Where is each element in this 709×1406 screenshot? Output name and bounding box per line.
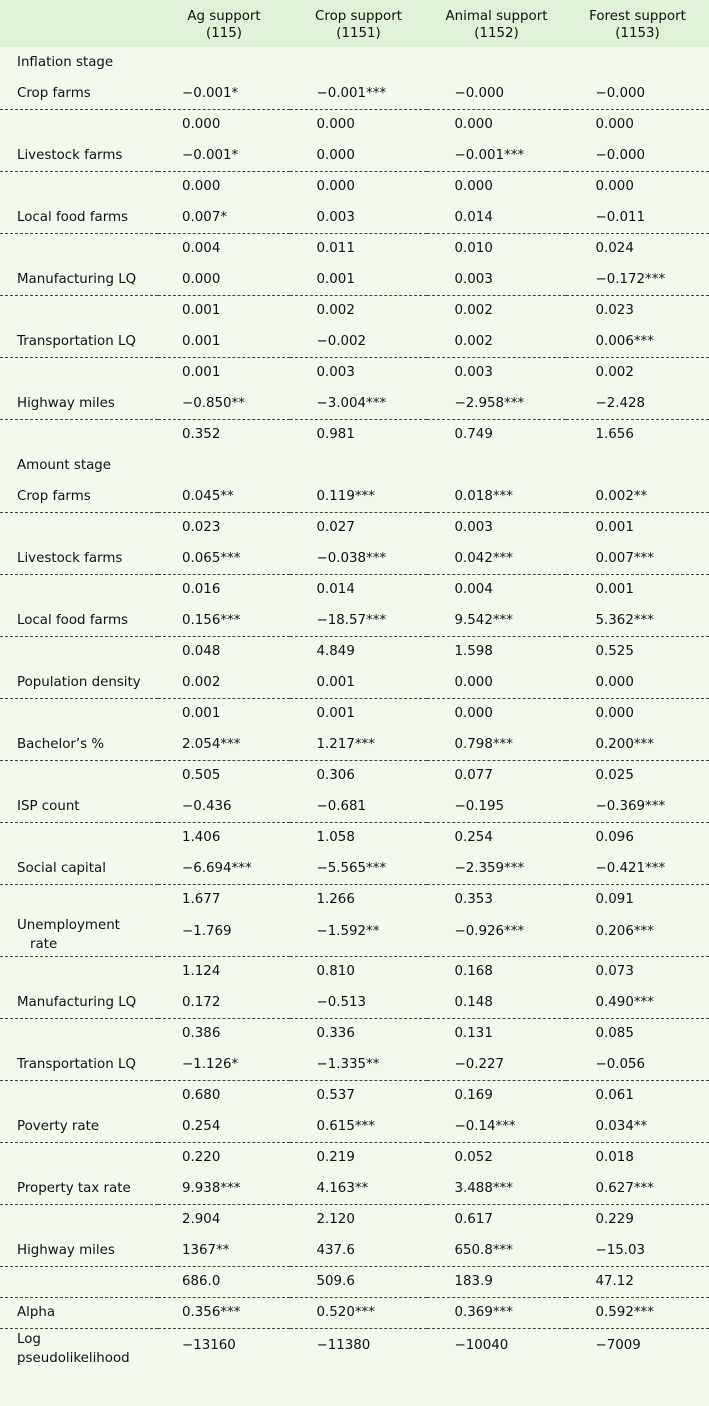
variable-label: Livestock farms bbox=[17, 550, 123, 566]
std-error-cell: 0.001 bbox=[158, 357, 290, 388]
estimate-cell: 3.488*** bbox=[454, 1180, 513, 1196]
std-error-cell: 0.077 bbox=[427, 760, 566, 791]
loglik-row bbox=[0, 1328, 709, 1369]
std-error-cell: 0.023 bbox=[158, 512, 290, 543]
estimate-cell: 0.798*** bbox=[454, 736, 513, 752]
estimate-cell: 0.254 bbox=[182, 1118, 221, 1134]
se-row bbox=[0, 1080, 709, 1111]
estimate-cell: −0.001*** bbox=[316, 85, 387, 101]
se-label-blank bbox=[0, 1080, 158, 1111]
std-error-cell: 0.229 bbox=[566, 1204, 709, 1235]
std-error-cell: 0.505 bbox=[158, 760, 290, 791]
estimate-cell: −0.227 bbox=[454, 1056, 505, 1072]
std-error-cell: 0.001 bbox=[566, 512, 709, 543]
estimate-cell: −0.681 bbox=[316, 798, 367, 814]
std-error-cell: 0.386 bbox=[158, 1018, 290, 1049]
header-crop-support: Crop support (1151) bbox=[315, 9, 402, 41]
std-error-cell: 0.003 bbox=[290, 357, 427, 388]
estimate-cell: 0.156*** bbox=[182, 612, 241, 628]
se-row bbox=[0, 295, 709, 326]
variable-label: Local food farms bbox=[17, 209, 129, 225]
estimate-cell: −0.001* bbox=[182, 85, 239, 101]
estimate-cell: 9.938*** bbox=[182, 1180, 241, 1196]
std-error-cell: 0.003 bbox=[427, 357, 566, 388]
se-row bbox=[0, 1018, 709, 1049]
se-label-blank bbox=[0, 109, 158, 140]
coef-row bbox=[0, 202, 709, 233]
estimate-cell: 9.542*** bbox=[454, 612, 513, 628]
variable-label: Population density bbox=[17, 674, 141, 690]
std-error-cell: 0.352 bbox=[158, 419, 290, 450]
std-error-cell: 0.014 bbox=[290, 574, 427, 605]
variable-label: Local food farms bbox=[17, 612, 129, 628]
estimate-cell: −1.592** bbox=[316, 924, 380, 939]
coef-row bbox=[0, 326, 709, 357]
std-error-cell: 0.002 bbox=[290, 295, 427, 326]
estimate-cell: 0.000 bbox=[316, 147, 355, 163]
estimate-cell: −0.000 bbox=[595, 85, 646, 101]
stage-title: Amount stage bbox=[17, 458, 112, 473]
estimate-cell: −18.57*** bbox=[316, 612, 387, 628]
se-label-blank bbox=[0, 636, 158, 667]
std-error-cell: 0.002 bbox=[566, 357, 709, 388]
std-error-cell: 0.003 bbox=[427, 512, 566, 543]
std-error-cell: 0.000 bbox=[566, 171, 709, 202]
std-error-cell: 2.904 bbox=[158, 1204, 290, 1235]
coef-row bbox=[0, 667, 709, 698]
coef-row bbox=[0, 264, 709, 295]
se-label-blank bbox=[0, 698, 158, 729]
std-error-cell: 0.131 bbox=[427, 1018, 566, 1049]
se-label-blank bbox=[0, 1018, 158, 1049]
std-error-cell: 0.000 bbox=[290, 171, 427, 202]
std-error-cell: 1.677 bbox=[158, 884, 290, 915]
std-error-cell: 0.680 bbox=[158, 1080, 290, 1111]
std-error-cell: 0.010 bbox=[427, 233, 566, 264]
estimate-cell: −3.004*** bbox=[316, 395, 387, 411]
estimate-cell: 1367** bbox=[182, 1242, 230, 1258]
estimate-cell: 0.007* bbox=[182, 209, 228, 225]
std-error-cell: 0.011 bbox=[290, 233, 427, 264]
estimate-cell: 0.001 bbox=[316, 271, 355, 287]
std-error-cell: 0.981 bbox=[290, 419, 427, 450]
estimate-cell: −0.000 bbox=[454, 85, 505, 101]
se-label-blank bbox=[0, 295, 158, 326]
se-row bbox=[0, 884, 709, 915]
coef-row bbox=[0, 140, 709, 171]
std-error-cell: 0.000 bbox=[566, 698, 709, 729]
header-animal-support: Animal support (1152) bbox=[445, 9, 548, 41]
header-forest-support: Forest support (1153) bbox=[589, 9, 686, 41]
header-blank bbox=[0, 0, 158, 47]
se-row bbox=[0, 636, 709, 667]
alpha-label: Alpha bbox=[0, 1297, 158, 1328]
std-error-cell: 0.525 bbox=[566, 636, 709, 667]
variable-label: Property tax rate bbox=[17, 1180, 131, 1196]
std-error-cell: 0.016 bbox=[158, 574, 290, 605]
std-error-cell: 0.000 bbox=[158, 171, 290, 202]
estimate-cell: −1.335** bbox=[316, 1056, 380, 1072]
se-row bbox=[0, 512, 709, 543]
std-error-cell: 0.306 bbox=[290, 760, 427, 791]
std-error-cell: 4.849 bbox=[290, 636, 427, 667]
alpha-cell: 0.356*** bbox=[158, 1297, 290, 1328]
se-label-blank bbox=[0, 822, 158, 853]
estimate-cell: −0.002 bbox=[316, 333, 367, 349]
estimate-cell: −2.958*** bbox=[454, 395, 525, 411]
se-row bbox=[0, 956, 709, 987]
variable-label: Crop farms bbox=[17, 488, 91, 504]
stage-title: Inflation stage bbox=[17, 55, 114, 70]
std-error-cell: 1.124 bbox=[158, 956, 290, 987]
std-error-cell: 0.169 bbox=[427, 1080, 566, 1111]
se-row bbox=[0, 419, 709, 450]
estimate-cell: 0.002 bbox=[454, 333, 493, 349]
std-error-cell: 1.058 bbox=[290, 822, 427, 853]
se-row bbox=[0, 760, 709, 791]
std-error-cell: 0.048 bbox=[158, 636, 290, 667]
estimate-cell: −0.038*** bbox=[316, 550, 387, 566]
estimate-cell: 0.000 bbox=[595, 674, 634, 690]
estimate-cell: 0.627*** bbox=[595, 1180, 654, 1196]
std-error-cell: 47.12 bbox=[566, 1266, 709, 1297]
std-error-cell: 0.001 bbox=[158, 698, 290, 729]
std-error-cell: 0.219 bbox=[290, 1142, 427, 1173]
estimate-cell: 0.003 bbox=[454, 271, 493, 287]
se-label-blank bbox=[0, 1142, 158, 1173]
std-error-cell: 0.000 bbox=[158, 109, 290, 140]
estimate-cell: 0.065*** bbox=[182, 550, 241, 566]
coef-row bbox=[0, 605, 709, 636]
estimate-cell: 0.045** bbox=[182, 488, 234, 504]
estimate-cell: −0.195 bbox=[454, 798, 505, 814]
se-label-blank bbox=[0, 357, 158, 388]
estimate-cell: −1.126* bbox=[182, 1056, 239, 1072]
std-error-cell: 2.120 bbox=[290, 1204, 427, 1235]
amount-stage-header bbox=[0, 450, 709, 481]
estimate-cell: −0.056 bbox=[595, 1056, 646, 1072]
estimate-cell: 0.615*** bbox=[316, 1118, 375, 1134]
estimate-cell: −2.428 bbox=[595, 395, 646, 411]
estimate-cell: 0.000 bbox=[182, 271, 221, 287]
se-row bbox=[0, 1266, 709, 1297]
se-label-blank bbox=[0, 419, 158, 450]
std-error-cell: 0.091 bbox=[566, 884, 709, 915]
std-error-cell: 0.061 bbox=[566, 1080, 709, 1111]
estimate-cell: 4.163** bbox=[316, 1180, 369, 1196]
coef-row bbox=[0, 388, 709, 419]
estimate-cell: −0.000 bbox=[595, 147, 646, 163]
alpha-cell: 0.592*** bbox=[566, 1297, 709, 1328]
se-label-blank bbox=[0, 956, 158, 987]
estimate-cell: 1.217*** bbox=[316, 736, 375, 752]
std-error-cell: 1.266 bbox=[290, 884, 427, 915]
se-label-blank bbox=[0, 171, 158, 202]
estimate-cell: 0.001 bbox=[316, 674, 355, 690]
variable-label: Highway miles bbox=[17, 395, 115, 411]
estimate-cell: −15.03 bbox=[595, 1242, 646, 1258]
estimate-cell: 0.206*** bbox=[595, 924, 654, 939]
coef-row bbox=[0, 791, 709, 822]
estimate-cell: 0.148 bbox=[454, 994, 493, 1010]
se-label-blank bbox=[0, 1266, 158, 1297]
estimate-cell: 2.054*** bbox=[182, 736, 241, 752]
se-row bbox=[0, 574, 709, 605]
std-error-cell: 0.000 bbox=[427, 109, 566, 140]
std-error-cell: 183.9 bbox=[427, 1266, 566, 1297]
coef-row bbox=[0, 543, 709, 574]
se-label-blank bbox=[0, 884, 158, 915]
se-row bbox=[0, 357, 709, 388]
std-error-cell: 509.6 bbox=[290, 1266, 427, 1297]
variable-label: Transportation LQ bbox=[17, 333, 136, 349]
estimate-cell: 0.006*** bbox=[595, 333, 654, 349]
estimate-cell: 0.034** bbox=[595, 1118, 648, 1134]
coef-row bbox=[0, 1049, 709, 1080]
table-body bbox=[0, 47, 709, 1369]
coef-row bbox=[0, 1173, 709, 1204]
estimate-cell: 0.007*** bbox=[595, 550, 654, 566]
estimate-cell: 0.002 bbox=[182, 674, 221, 690]
coef-row bbox=[0, 729, 709, 760]
se-row bbox=[0, 1204, 709, 1235]
loglik-cell: −10040 bbox=[427, 1328, 566, 1369]
se-label-blank bbox=[0, 574, 158, 605]
estimate-cell: −0.513 bbox=[316, 994, 367, 1010]
std-error-cell: 0.749 bbox=[427, 419, 566, 450]
std-error-cell: 0.220 bbox=[158, 1142, 290, 1173]
se-row bbox=[0, 171, 709, 202]
estimate-cell: 0.002** bbox=[595, 488, 648, 504]
std-error-cell: 0.001 bbox=[290, 698, 427, 729]
variable-label: Highway miles bbox=[17, 1242, 115, 1258]
std-error-cell: 0.000 bbox=[427, 171, 566, 202]
std-error-cell: 686.0 bbox=[158, 1266, 290, 1297]
alpha-row bbox=[0, 1297, 709, 1328]
estimate-cell: 0.018*** bbox=[454, 488, 513, 504]
std-error-cell: 0.018 bbox=[566, 1142, 709, 1173]
header-ag-support: Ag support (115) bbox=[187, 9, 261, 41]
std-error-cell: 1.656 bbox=[566, 419, 709, 450]
inflation-stage-header bbox=[0, 47, 709, 78]
loglik-label: Log pseudolikelihood bbox=[0, 1328, 158, 1369]
estimate-cell: −2.359*** bbox=[454, 860, 525, 876]
std-error-cell: 0.024 bbox=[566, 233, 709, 264]
estimate-cell: 0.490*** bbox=[595, 994, 654, 1010]
loglik-cell: −7009 bbox=[566, 1328, 709, 1369]
coef-row bbox=[0, 1111, 709, 1142]
estimate-cell: −1.769 bbox=[182, 924, 232, 939]
variable-label: ISP count bbox=[17, 798, 80, 814]
alpha-cell: 0.520*** bbox=[290, 1297, 427, 1328]
estimate-cell: −0.850** bbox=[182, 395, 245, 411]
estimate-cell: 0.001 bbox=[182, 333, 221, 349]
std-error-cell: 0.810 bbox=[290, 956, 427, 987]
std-error-cell: 0.336 bbox=[290, 1018, 427, 1049]
std-error-cell: 0.004 bbox=[427, 574, 566, 605]
coef-row bbox=[0, 987, 709, 1018]
estimate-cell: 5.362*** bbox=[595, 612, 654, 628]
se-label-blank bbox=[0, 512, 158, 543]
std-error-cell: 0.000 bbox=[566, 109, 709, 140]
se-label-blank bbox=[0, 233, 158, 264]
variable-label: Social capital bbox=[17, 860, 106, 876]
estimate-cell: 0.000 bbox=[454, 674, 493, 690]
std-error-cell: 0.002 bbox=[427, 295, 566, 326]
std-error-cell: 1.406 bbox=[158, 822, 290, 853]
variable-label: Poverty rate bbox=[17, 1118, 100, 1134]
std-error-cell: 0.000 bbox=[290, 109, 427, 140]
std-error-cell: 0.096 bbox=[566, 822, 709, 853]
std-error-cell: 0.537 bbox=[290, 1080, 427, 1111]
std-error-cell: 0.027 bbox=[290, 512, 427, 543]
estimate-cell: 650.8*** bbox=[454, 1242, 513, 1258]
std-error-cell: 0.085 bbox=[566, 1018, 709, 1049]
estimate-cell: −0.421*** bbox=[595, 860, 666, 876]
table-header bbox=[0, 0, 709, 47]
estimate-cell: −0.14*** bbox=[454, 1118, 516, 1134]
estimate-cell: −0.436 bbox=[182, 798, 232, 814]
estimate-cell: −0.001* bbox=[182, 147, 239, 163]
coef-row bbox=[0, 481, 709, 512]
estimate-cell: −0.011 bbox=[595, 209, 646, 225]
estimate-cell: 0.003 bbox=[316, 209, 355, 225]
std-error-cell: 0.073 bbox=[566, 956, 709, 987]
estimate-cell: −0.172*** bbox=[595, 271, 666, 287]
variable-label: Bachelor’s % bbox=[17, 736, 105, 752]
variable-label: Manufacturing LQ bbox=[17, 994, 137, 1010]
std-error-cell: 0.001 bbox=[158, 295, 290, 326]
loglik-cell: −13160 bbox=[158, 1328, 290, 1369]
estimate-cell: 0.042*** bbox=[454, 550, 513, 566]
se-row bbox=[0, 109, 709, 140]
variable-label: Transportation LQ bbox=[17, 1056, 136, 1072]
se-row bbox=[0, 822, 709, 853]
se-row bbox=[0, 1142, 709, 1173]
coef-row bbox=[0, 915, 709, 956]
variable-label: Livestock farms bbox=[17, 147, 123, 163]
estimate-cell: −0.001*** bbox=[454, 147, 525, 163]
estimate-cell: 437.6 bbox=[316, 1242, 355, 1258]
std-error-cell: 0.025 bbox=[566, 760, 709, 791]
estimate-cell: −6.694*** bbox=[182, 860, 252, 876]
alpha-cell: 0.369*** bbox=[427, 1297, 566, 1328]
coef-row bbox=[0, 853, 709, 884]
estimate-cell: −0.926*** bbox=[454, 924, 525, 939]
std-error-cell: 0.254 bbox=[427, 822, 566, 853]
std-error-cell: 1.598 bbox=[427, 636, 566, 667]
se-row bbox=[0, 698, 709, 729]
std-error-cell: 0.617 bbox=[427, 1204, 566, 1235]
std-error-cell: 0.353 bbox=[427, 884, 566, 915]
estimate-cell: 0.200*** bbox=[595, 736, 654, 752]
estimate-cell: −0.369*** bbox=[595, 798, 666, 814]
se-label-blank bbox=[0, 760, 158, 791]
loglik-cell: −11380 bbox=[290, 1328, 427, 1369]
coef-row bbox=[0, 1235, 709, 1266]
se-label-blank bbox=[0, 1204, 158, 1235]
variable-label: Manufacturing LQ bbox=[17, 271, 137, 287]
estimate-cell: 0.014 bbox=[454, 209, 493, 225]
std-error-cell: 0.052 bbox=[427, 1142, 566, 1173]
estimate-cell: −5.565*** bbox=[316, 860, 387, 876]
std-error-cell: 0.168 bbox=[427, 956, 566, 987]
std-error-cell: 0.001 bbox=[566, 574, 709, 605]
coef-row bbox=[0, 78, 709, 109]
se-row bbox=[0, 233, 709, 264]
estimate-cell: 0.172 bbox=[182, 994, 221, 1010]
std-error-cell: 0.004 bbox=[158, 233, 290, 264]
variable-label: Crop farms bbox=[17, 85, 91, 101]
std-error-cell: 0.023 bbox=[566, 295, 709, 326]
variable-label: Unemployment rate bbox=[17, 918, 120, 953]
std-error-cell: 0.000 bbox=[427, 698, 566, 729]
estimate-cell: 0.119*** bbox=[316, 488, 375, 504]
